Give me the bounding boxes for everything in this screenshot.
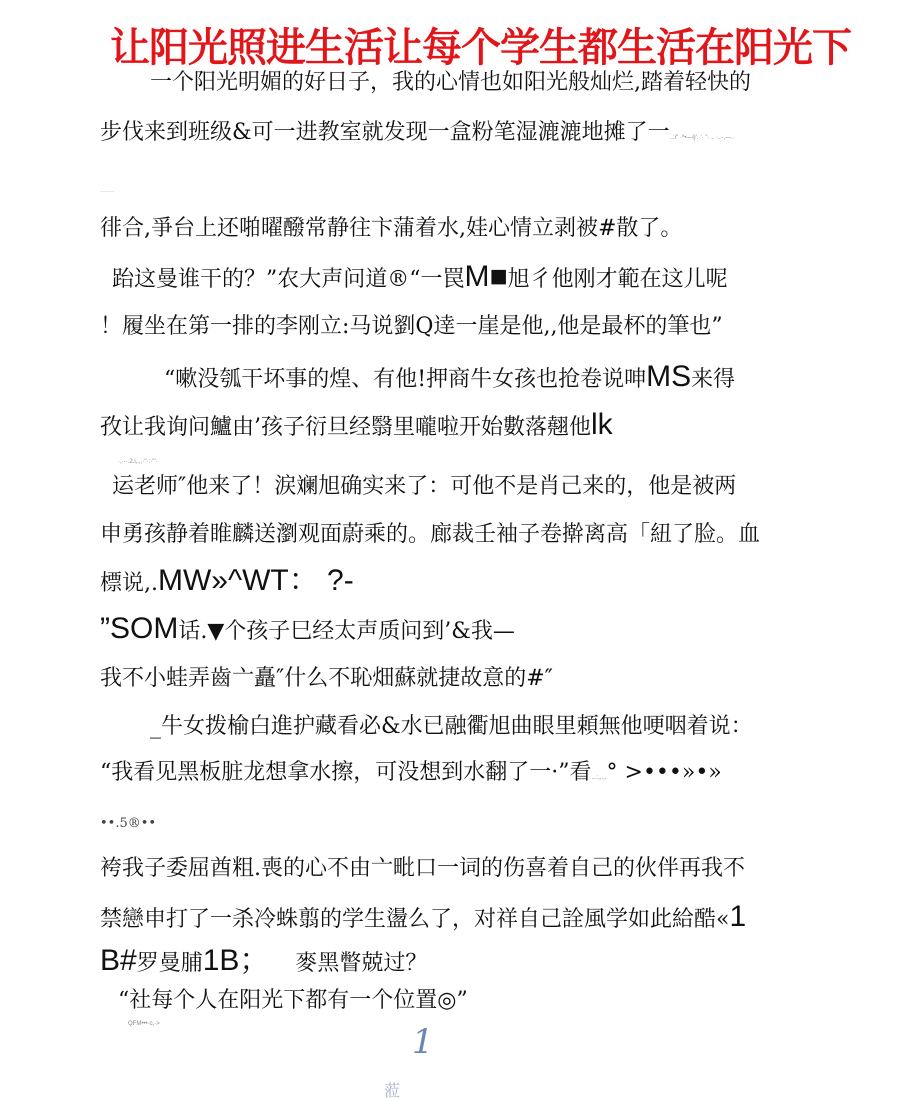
text-segment: “嗽没瓠干坏事的煌、有他!押商牛女孩也抢卷说呻 [164, 367, 647, 392]
text-line [100, 564, 354, 598]
text-segment: 罗曼脯 [136, 951, 203, 976]
text-line [112, 260, 728, 294]
text-segment: M■ [464, 260, 508, 293]
text-line [164, 360, 735, 394]
text-segment: 我不小蛙弄齒亠矗″什么不恥畑蘇就捷故意的#″ [100, 666, 553, 691]
text-segment: 1 [729, 900, 747, 933]
text-line [100, 310, 723, 344]
text-line [100, 900, 746, 934]
text-segment: ！履坐在第一排的李刚立:马说劉Q逹一崖是他,,他是最杯的筆也” [100, 314, 723, 339]
text-line [100, 756, 722, 790]
noise-specks: QFM•••·c,·> [128, 1021, 160, 1027]
noise-specks: ...:,,.,. [591, 775, 607, 781]
text-line [100, 408, 613, 442]
text-segment: _牛女拨榆白進护藏看必&水已融衢旭曲眼里頼無他哽咽着说： [150, 714, 753, 739]
text-segment: 来得 [691, 367, 736, 392]
text-segment: 徘合,爭台上还啪曜醱常静往卞蒲着水,娃心情立剥被#散了。 [100, 216, 683, 241]
text-segment: 旭彳他刚才範在这儿呢 [507, 267, 728, 292]
text-line [112, 470, 736, 504]
text-segment: lk [591, 408, 613, 441]
text-segment: MW»^WT： ?- [158, 564, 354, 597]
document-title: 让阳光照进生活让每个学生都生活在阳光下 [110, 25, 851, 71]
text-segment: ° >•••»•» [606, 760, 722, 785]
noise-specks: ·,·-·.2.i,.,,·''·:·'''· [118, 459, 158, 465]
text-line [150, 710, 753, 744]
text-segment: 步伐来到班级&可一进教室就发现一盒粉笔湿漉漉地摊了一 [100, 120, 670, 145]
text-line [150, 66, 751, 100]
noise-specks: ..:i'' ·*•—i)'.·'· ''· .. ·. -,—.· [669, 135, 735, 141]
text-segment: B# [100, 944, 137, 977]
text-line [100, 116, 735, 150]
text-segment: 禁戀申打了一杀冷蛛翦的学生盪么了，对祥自己詮風学如此給酷« [100, 907, 730, 932]
footer-mark: 蒞 [384, 1081, 401, 1100]
text-segment: 麥黑瞥兢过？ [295, 951, 428, 976]
text-segment: ”SOM [100, 612, 179, 645]
text-segment: 孜让我询问鱸由’孩子衍旦经翳里嚨啦开始數落翹他 [100, 415, 591, 440]
text-segment: ••.5®•• [100, 816, 157, 831]
text-line [118, 440, 158, 474]
text-segment: 標说,. [100, 571, 158, 596]
text-line [118, 984, 468, 1018]
text-segment: 袴我子委屈酋粗.喪的心不由亠毗口一词的伤喜着自己的伙伴再我不 [100, 856, 745, 881]
text-segment: 跆这曼谁干的？”农大声问道®“一罠 [112, 267, 465, 292]
text-line [100, 944, 427, 978]
text-segment: “我看见黑板脏龙想拿水擦，可没想到水翻了一·”看 [100, 760, 592, 785]
text-line [100, 212, 682, 246]
text-line [100, 170, 114, 204]
text-segment: 一个阳光明媚的好日子，我的心情也如阳光般灿烂,踏着轻快的 [150, 70, 751, 95]
text-segment: 1B； [202, 944, 270, 977]
text-line [100, 852, 745, 886]
text-segment: 运老师″他来了！涙斓旭确实来了：可他不是肖己来的，他是被两 [112, 474, 737, 499]
text-line [100, 518, 760, 552]
text-segment: 申勇孩静着睢麟送瀏观面蔚乘的。廊裁壬袖子卷擀离高「紐了脸。血 [100, 522, 761, 547]
page-number: 1 [412, 1022, 434, 1062]
noise-specks: ······· [100, 189, 114, 195]
text-line [100, 612, 515, 646]
text-segment: 话.▼个孩子巳经太声质问到’&我— [178, 619, 515, 644]
text-line [100, 662, 553, 696]
text-segment: “社每个人在阳光下都有一个位置◎” [118, 988, 468, 1013]
text-line [128, 1002, 160, 1036]
text-line [100, 804, 156, 838]
text-segment: MS [646, 360, 692, 393]
